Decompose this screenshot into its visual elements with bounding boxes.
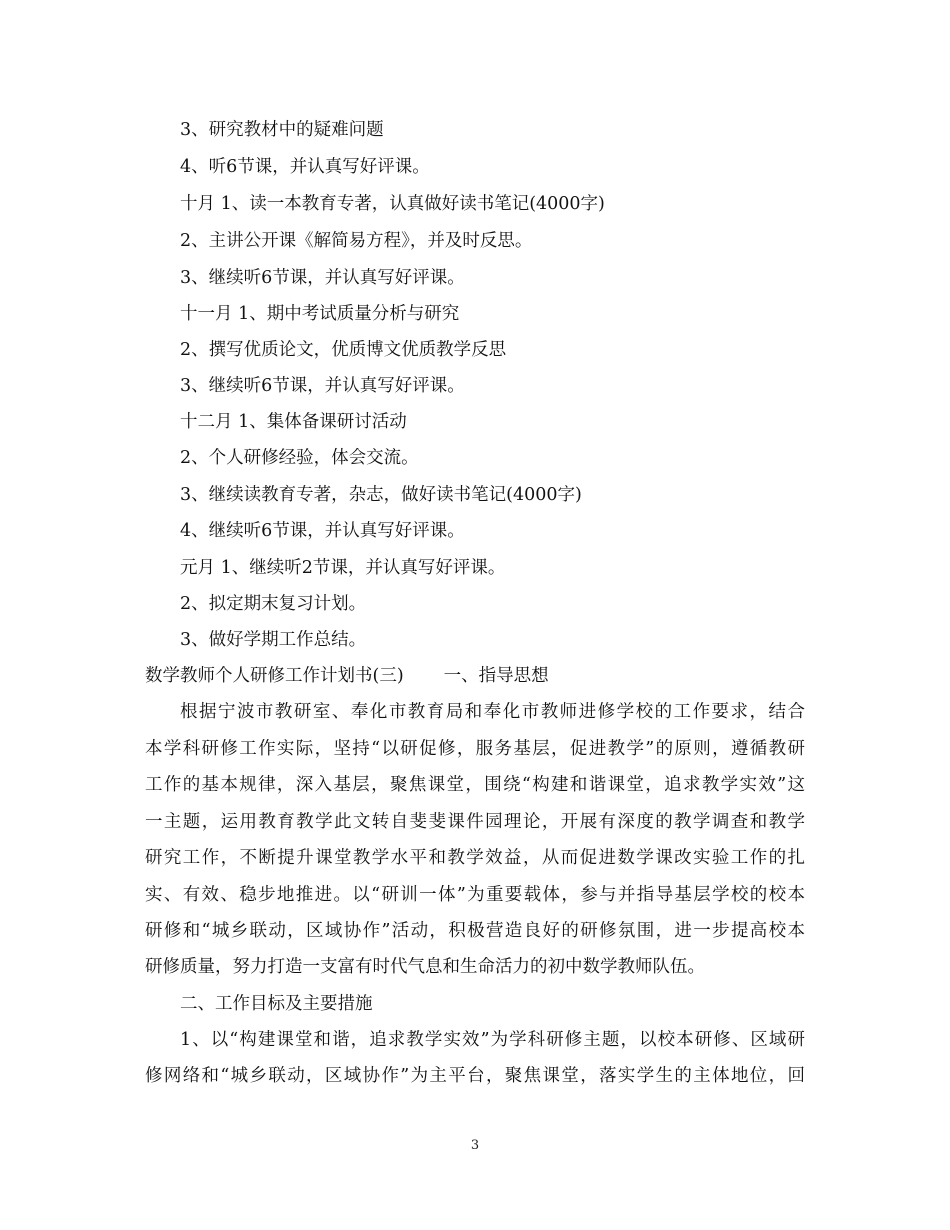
document-title: 数学教师个人研修工作计划书(三) [145, 666, 404, 686]
plan-line: 3、研究教材中的疑难问题 [180, 120, 384, 140]
plan-line: 2、撰写优质论文，优质博文优质教学反思 [180, 340, 507, 360]
paragraph-line: 一主题，运用教育教学此文转自斐斐课件园理论，开展有深度的教学调查和教学 [145, 812, 805, 832]
plan-line: 十一月 1、期中考试质量分析与研究 [180, 304, 460, 324]
paragraph-line: 研修质量，努力打造一支富有时代气息和生命活力的初中数学教师队伍。 [145, 957, 705, 977]
plan-line: 3、继续听6节课，并认真写好评课。 [180, 268, 465, 288]
section-subtitle: 一、指导思想 [443, 666, 549, 686]
plan-line: 4、听6节课，并认真写好评课。 [180, 157, 430, 177]
plan-line: 3、继续听6节课，并认真写好评课。 [180, 376, 465, 396]
paragraph-line: 工作的基本规律，深入基层，聚焦课堂，围绕“构建和谐课堂，追求教学实效”这 [145, 775, 805, 795]
paragraph-line: 根据宁波市教研室、奉化市教育局和奉化市教师进修学校的工作要求，结合 [180, 702, 805, 722]
plan-line: 4、继续听6节课，并认真写好评课。 [180, 521, 465, 541]
plan-line: 十月 1、读一本教育专著，认真做好读书笔记(4000字) [180, 194, 605, 214]
paragraph-line: 本学科研修工作实际，坚持“以研促修，服务基层，促进教学”的原则，遵循教研 [145, 739, 805, 759]
plan-line: 2、拟定期末复习计划。 [180, 594, 367, 614]
paragraph-line: 研究工作，不断提升课堂教学水平和教学效益，从而促进数学课改实验工作的扎 [145, 848, 805, 868]
plan-line: 2、主讲公开课《解简易方程》，并及时反思。 [180, 231, 533, 251]
plan-line: 十二月 1、集体备课研讨活动 [180, 412, 407, 432]
paragraph-line: 实、有效、稳步地推进。以“研训一体”为重要载体，参与并指导基层学校的校本 [145, 885, 805, 905]
section-heading [145, 664, 549, 688]
plan-line: 3、继续读教育专著，杂志，做好读书笔记(4000字) [180, 485, 582, 505]
paragraph-line: 1、以“构建课堂和谐，追求教学实效”为学科研修主题，以校本研修、区域研 [180, 1030, 805, 1050]
plan-line: 元月 1、继续听2节课，并认真写好评课。 [180, 558, 506, 578]
page-number: 3 [470, 1138, 480, 1153]
paragraph-line: 研修和“城乡联动，区域协作”活动，积极营造良好的研修氛围，进一步提高校本 [145, 921, 805, 941]
plan-line: 2、个人研修经验，体会交流。 [180, 448, 419, 468]
plan-line: 3、做好学期工作总结。 [180, 630, 367, 650]
paragraph-line: 修网络和“城乡联动，区域协作”为主平台，聚焦课堂，落实学生的主体地位，回 [145, 1066, 805, 1086]
section-heading-2: 二、工作目标及主要措施 [180, 994, 373, 1014]
